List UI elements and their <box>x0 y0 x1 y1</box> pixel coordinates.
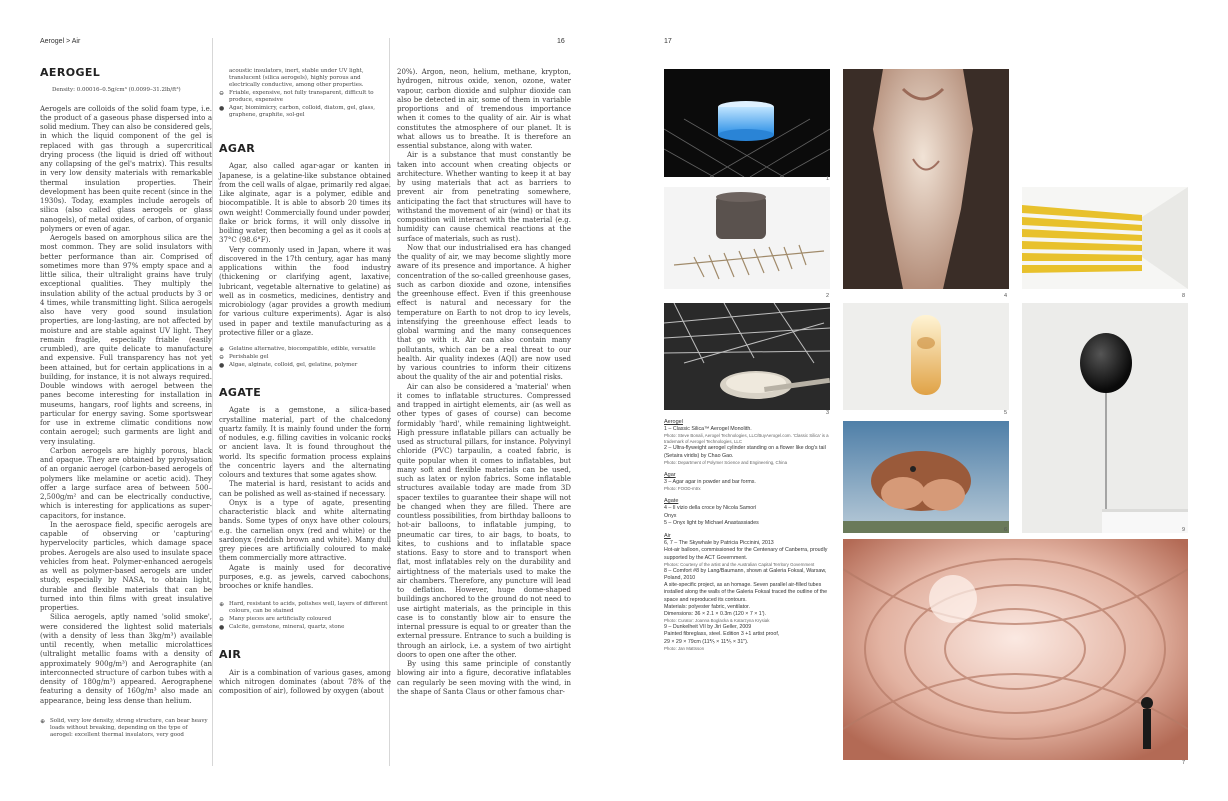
caption-heading: Agar <box>664 471 676 478</box>
column-1 <box>40 68 212 740</box>
properties-list <box>219 601 391 631</box>
caption-line: 8 – Comfort #8 by Lang/Baumann, shown at Galeria Foksal, Warsaw, Poland, 2010 <box>664 567 827 582</box>
property-minus: ⊖ Perishable gel <box>219 354 269 361</box>
minus-circle-icon: ⊖ <box>219 90 225 97</box>
property-continued: acoustic insulators, inert, stable under UV light, translucent (silica aerogels), highly porous and electrically conductive, among other properties. <box>229 68 364 88</box>
caption-heading: Agate <box>664 498 679 505</box>
onyx-sculpture-image <box>843 69 1009 289</box>
property-plus: ⊕ Gelatine alternative, biocompatible, edible, versatile <box>219 346 376 353</box>
caption-line: Materials: polyester fabric, ventilator. <box>664 603 750 610</box>
filled-circle-icon: ● <box>219 105 225 112</box>
caption-line: Dimensions: 36 × 2.1 × 0.3m (120 × 7 × 1'). <box>664 611 767 618</box>
paragraph: Aerogels are colloids of the solid foam type, i.e. the product of a gaseous phase dispersed into a solid medium. They can also be considered gels, in which the liquid component of the gel is replaced with gas through a supercritical drying process (the liquid is dried off without any collapsing of the gel's matrix). This results in very low density materials with remarkable thermal insulation properties. Their development has been quite recent (since in the 1930s). Today, examples include aerogels of silica (also called glass aerogels or glass nanogels), of metal oxides, of carbon, of organic polymers or even of agar. <box>40 104 212 233</box>
caption-group-agate <box>664 498 834 527</box>
paragraph: By using this same principle of constantly blowing air into a figure, decorative inflatables can regularly be seen moving with the wind, in the shape of Santa Claus or other famous char- <box>397 660 571 696</box>
inflatable-interior-image <box>843 539 1188 760</box>
comfort-8-image <box>1022 187 1188 289</box>
properties-list <box>40 718 212 739</box>
property-minus: ⊖ Many pieces are artificially coloured <box>219 616 332 624</box>
column-3 <box>397 68 571 697</box>
caption-credit: Photo: FOOD-mtrx <box>664 486 701 492</box>
caption-line: Onyx <box>664 512 677 519</box>
figure-number: 3 <box>826 410 830 416</box>
paragraph: Agar, also called agar-agar or kanten in Japanese, is a gelatine-like substance obtained from the cell walls of algae, primarily red algae. Like alginate, agar is a polymer, edible and biocompatible. It is able to absorb 20 times its own weight! Commercially found under powder, flake or brick forms, it will only dissolve in boiling water, then becoming a gel as it cools at 37°C (98.6°F). <box>219 162 391 245</box>
filled-circle-icon: ● <box>219 624 225 632</box>
figure-number: 9 <box>1182 527 1186 533</box>
photo-onyx-sculpture <box>843 69 1009 289</box>
property-uses: ● Algae, alginate, colloid, gel, gelatine, polymer <box>219 362 358 369</box>
agar-image <box>664 303 830 410</box>
paragraph: Silica aerogels, aptly named 'solid smoke', were considered the lightest solid materials (with a density of less than 3kg/m³) available until recently, when metallic microlattices (ultralight metallic foams with a density of approximately 900g/m³) and Aerographite (an interconnected structure of carbon tubes with a density of 180g/m³) appeared. Aerographene featuring a density of 160g/m³ also made an appearance, being less dense than helium. <box>40 613 212 705</box>
density-line: Density: 0.00016–0.5g/cm³ (0.0099–31.2lb/ft³) <box>52 87 181 94</box>
dunkelheit-image <box>1022 303 1188 533</box>
photo-aerogel-cylinder <box>664 187 830 289</box>
photo-aerogel-monolith <box>664 69 830 177</box>
paragraph: Agate is a gemstone, a silica-based crystalline material, part of the chalcedony quartz family. It is mainly found under the form of nodules, e.g. filling cavities in volcanic rocks or ancient lava. It is found throughout the world. Its specific formation process explains the concentric layers and the alternating colours and textures that some agates show. <box>219 406 391 479</box>
caption-heading: Aerogel <box>664 419 683 425</box>
caption-line: 3 – Agar agar in powder and bar forms. <box>664 479 756 486</box>
caption-line: 5 – Onyx light by Michael Anastassiades <box>664 519 759 526</box>
paragraph: 20%). Argon, neon, helium, methane, krypton, hydrogen, nitrous oxide, xenon, ozone, water vapour, carbon dioxide and sulphur dioxide can also be detected in air, some of them in variable proportions and of tremendous importance when it comes to the quality of air. Air is what constitutes the atmosphere of our planet. It is what allows us to breathe. It is therefore an essential substance, along with water. <box>397 68 571 150</box>
column-rule <box>212 38 213 766</box>
paragraph: Carbon aerogels are highly porous, black and opaque. They are obtained by pyrolysation of an organic aerogel (carbon-based aerogels of polymers like melamine or acetic acid). They offer a large surface area of between 500–2,500g/m² and can be electrically conductive, which is interesting for applications as super-capacitors, for instance. <box>40 446 212 520</box>
photo-agar <box>664 303 830 410</box>
entry-title-agar: AGAR <box>219 142 256 155</box>
paragraph: In the aerospace field, specific aerogels are capable of observing or 'capturing' hypervelocity particles, which damage space probes. Aerogels are also used to insulate space vehicles from heat. Polymer-enhanced aerogels as well as polymer-based aerogels are under study, especially by NASA, to obtain light, durable and flexible materials that can be turned into thin films with great insulative properties. <box>40 520 212 612</box>
caption-group-aerogel <box>664 419 834 466</box>
caption-credit: Photo: Curator: Joanna Boglacka & Katarzyna Krysiak <box>664 618 770 624</box>
caption-line: 4 – Il vizio della croce by Nicola Samorì <box>664 505 757 512</box>
figure-number: 8 <box>1182 293 1186 299</box>
paragraph: Now that our industrialised era has changed the quality of air, we may become slightly more aware of its presence and importance. A higher concentration of the so-called greenhouse gases, such as carbon dioxide and ozone, intensifies the greenhouse effect. Even if this greenhouse effect is natural and necessary for the temperature on Earth to not drop to icy levels, intensifying the greenhouse effect leads to global warming and the many consequences that go with it. Air can also contain many pollutants, which can be a real threat to our health. Air quality indexes (AQI) are now used by various countries to inform their citizens about the quality of the air and potential risks. <box>397 243 571 382</box>
aerogel-monolith-image <box>664 69 830 177</box>
caption-line: 9 – Dunkelheit VII by Jiri Geller, 2009 <box>664 624 752 631</box>
caption-group-agar <box>664 472 834 492</box>
photo-onyx-light <box>843 303 1009 410</box>
plus-circle-icon: ⊕ <box>219 601 225 609</box>
skywhale-image <box>843 421 1009 533</box>
figure-number: 2 <box>826 293 830 299</box>
caption-line: A site-specific project, as an homage. Seven parallel air-filled tubes installed along the walls of the Galeria Foksal traced the outline of the space and reproduced its contours. <box>664 582 828 603</box>
paragraph: Aerogels based on amorphous silica are the most common. They are solid insulators with better performance than air. Comprised of sometimes more than 97% empty space and a little silica, their ultralight grains have truly exceptional qualities. They multiply the insulation ability of the actual products by 3 or 4 times, while transmitting light. Silica aerogels also have very good sound insulation properties, are long-lasting, are not affected by moisture and are stable against UV light. They remain fragile, especially friable (easily crumbled), are quite delicate to manufacture and expensive. Full transparency has not yet been attained, but for certain applications in a building, for instance, it is not always required. Double windows with aerogel between the panes become interesting for installation in museums, hangars, roof lights and screens, in particular for energy saving. Some sportswear for use in extreme climatic conditions now contain aerogel; such garments are light and very insulating. <box>40 234 212 446</box>
property-uses: ● Agar, biomimicry, carbon, colloid, diatom, gel, glass, graphene, graphite, sol-gel <box>219 105 376 118</box>
figure-number: 1 <box>826 176 830 182</box>
entry-title-air: AIR <box>219 648 242 662</box>
caption-group-air <box>664 533 834 652</box>
minus-circle-icon: ⊖ <box>219 354 225 361</box>
photo-comfort-8 <box>1022 187 1188 289</box>
plus-circle-icon: ⊕ <box>219 346 225 353</box>
caption-credit: Photos: Courtesy of the artist and the Australian Capital Territory Government <box>664 561 815 567</box>
filled-circle-icon: ● <box>219 362 225 369</box>
figure-number: 4 <box>1004 293 1008 299</box>
figure-number: 7 <box>1182 760 1186 766</box>
property-plus: ⊕ Solid, very low density, strong structure, can bear heavy loads without breaking, depending on the type of aerogel: excellent thermal insulators, very good <box>40 717 208 738</box>
page-number-right: 17 <box>664 38 672 45</box>
onyx-light-image <box>843 303 1009 410</box>
entry-title-agate: AGATE <box>219 386 262 399</box>
property-plus: ⊕ Hard, resistant to acids, polishes well, layers of different colours, can be stained <box>219 601 388 615</box>
aerogel-cylinder-image <box>664 187 830 289</box>
photo-skywhale <box>843 421 1009 533</box>
column-2 <box>219 68 391 696</box>
caption-line: 1 – Classic Silica™ Aerogel Monolith. <box>664 426 752 433</box>
paragraph: Onyx is a type of agate, presenting characteristic black and white alternating bands. Some types of onyx have other colours, e.g. the carnelian onyx (red and white) or the sardonyx (reddish brown and white). Many dull grey pieces are artificially coloured to make them commercially more attractive. <box>219 498 391 563</box>
caption-line: 2 – Ultra-flyweight aerogel cylinder standing on a flower like dog's tail (Setaira viridis) by Chao Gao. <box>664 445 826 459</box>
caption-credit: Photo: Steve Bonali, Aerogel Technologies, LLC/BuyAerogel.com. 'Classic Silica' is a trademark of Aerogel Technologies, LLC <box>664 433 829 445</box>
breadcrumb: Aerogel > Air <box>40 38 81 45</box>
caption-credit: Photo: Jan Mattsson <box>664 645 705 651</box>
paragraph: Air is a combination of various gases, among which nitrogen dominates (about 78% of the composition of air), followed by oxygen (about <box>219 668 391 695</box>
caption-line: 6, 7 – The Skywhale by Patricia Piccinini, 2013 <box>664 540 774 547</box>
paragraph: Agate is mainly used for decorative purposes, e.g. as jewels, carved cabochons, brooches or knife handles. <box>219 563 391 590</box>
paragraph: The material is hard, resistant to acids and can be polished as well as-stained if necessary. <box>219 480 391 498</box>
photo-dunkelheit <box>1022 303 1188 533</box>
page-number-left: 16 <box>557 38 565 45</box>
paragraph: Air is a substance that must constantly be taken into account when creating objects or architecture. Whether wanting to keep it at bay by using materials that act as barriers to prevent air from penetrating somewhere, anticipating the fact that structures will have to withstand the movement of air (wind) or that its composition will interact with the material (e.g. humidity can cause chemical reactions at the surface of materials, such as rust). <box>397 151 571 243</box>
property-minus: ⊖ Friable, expensive, not fully transparent, difficult to produce, expensive <box>219 90 374 103</box>
paragraph: Air can also be considered a 'material' when it comes to inflatable structures. Compressed and trapped in airtight elements, air (as well as other types of gases of course) can become formidably 'hard', while remaining lightweight. High pressure inflatable pillars can actually be used as structural pillars, for instance. Polyvinyl chloride (PVC) tarpaulin, a coated fabric, is quite popular when it comes to inflatables, but many soft and flexible materials can be used, such as latex or nylon fabrics. Some inflatable structures available today are made from 3D spacer textiles to guarantee their shape will not be changed when they are filled. There are countless possibilities, from birthday balloons to hot-air balloons, to inflatable jumping, to pneumatic car tires, to air bags, to boats, to kites, to cushions and to inflatable space stations. Easy to store and to transport when flat, most inflatables rely on the durability and airtightness of the materials used to make the air chambers. Therefore, any puncture will lead to deflation. However, huge dome-shaped buildings anchored to the ground do not need to use airtight materials, as the principle in this case is to constantly blow air to ensure the internal pressure is equal to or greater than the external pressure. Entrance to such a building is through an airlock, i.e. a system of two airtight doors to open one after the other. <box>397 382 571 659</box>
plus-circle-icon: ⊕ <box>40 717 46 725</box>
minus-circle-icon: ⊖ <box>219 616 225 624</box>
caption-line: 29 × 29 × 79cm (11⅖ × 11⅖ × 31"). <box>664 638 749 645</box>
figure-number: 5 <box>1004 410 1008 416</box>
properties-list <box>219 346 391 369</box>
caption-heading: Air <box>664 533 671 540</box>
caption-line: Painted fibreglass, steel. Edition 3 +1 artist proof, <box>664 631 780 638</box>
figure-number: 6 <box>1004 527 1008 533</box>
property-uses: ● Calcite, gemstone, mineral, quartz, stone <box>219 624 345 632</box>
entry-title-aerogel: AEROGEL <box>40 66 101 79</box>
caption-line: Hot-air balloon, commissioned for the Centenary of Canberra, proudly supported by the ACT Government. <box>664 547 828 561</box>
photo-inflatable-interior <box>843 539 1188 760</box>
properties-list <box>219 68 391 119</box>
caption-credit: Photo: Department of Polymer Science and Engineering, China <box>664 459 788 465</box>
captions-block <box>664 419 834 658</box>
paragraph: Very commonly used in Japan, where it was discovered in the 17th century, agar has many applications within the food industry (thickening or clarifying agent, laxative, lubricant, vegetable alternative to gelatine) as well as in cosmetics, medicines, dentistry and microbiology (agar provides a growth medium for various culture experiments). Agar is also used in paper and textile manufacturing as a protective filler or a glaze. <box>219 245 391 337</box>
